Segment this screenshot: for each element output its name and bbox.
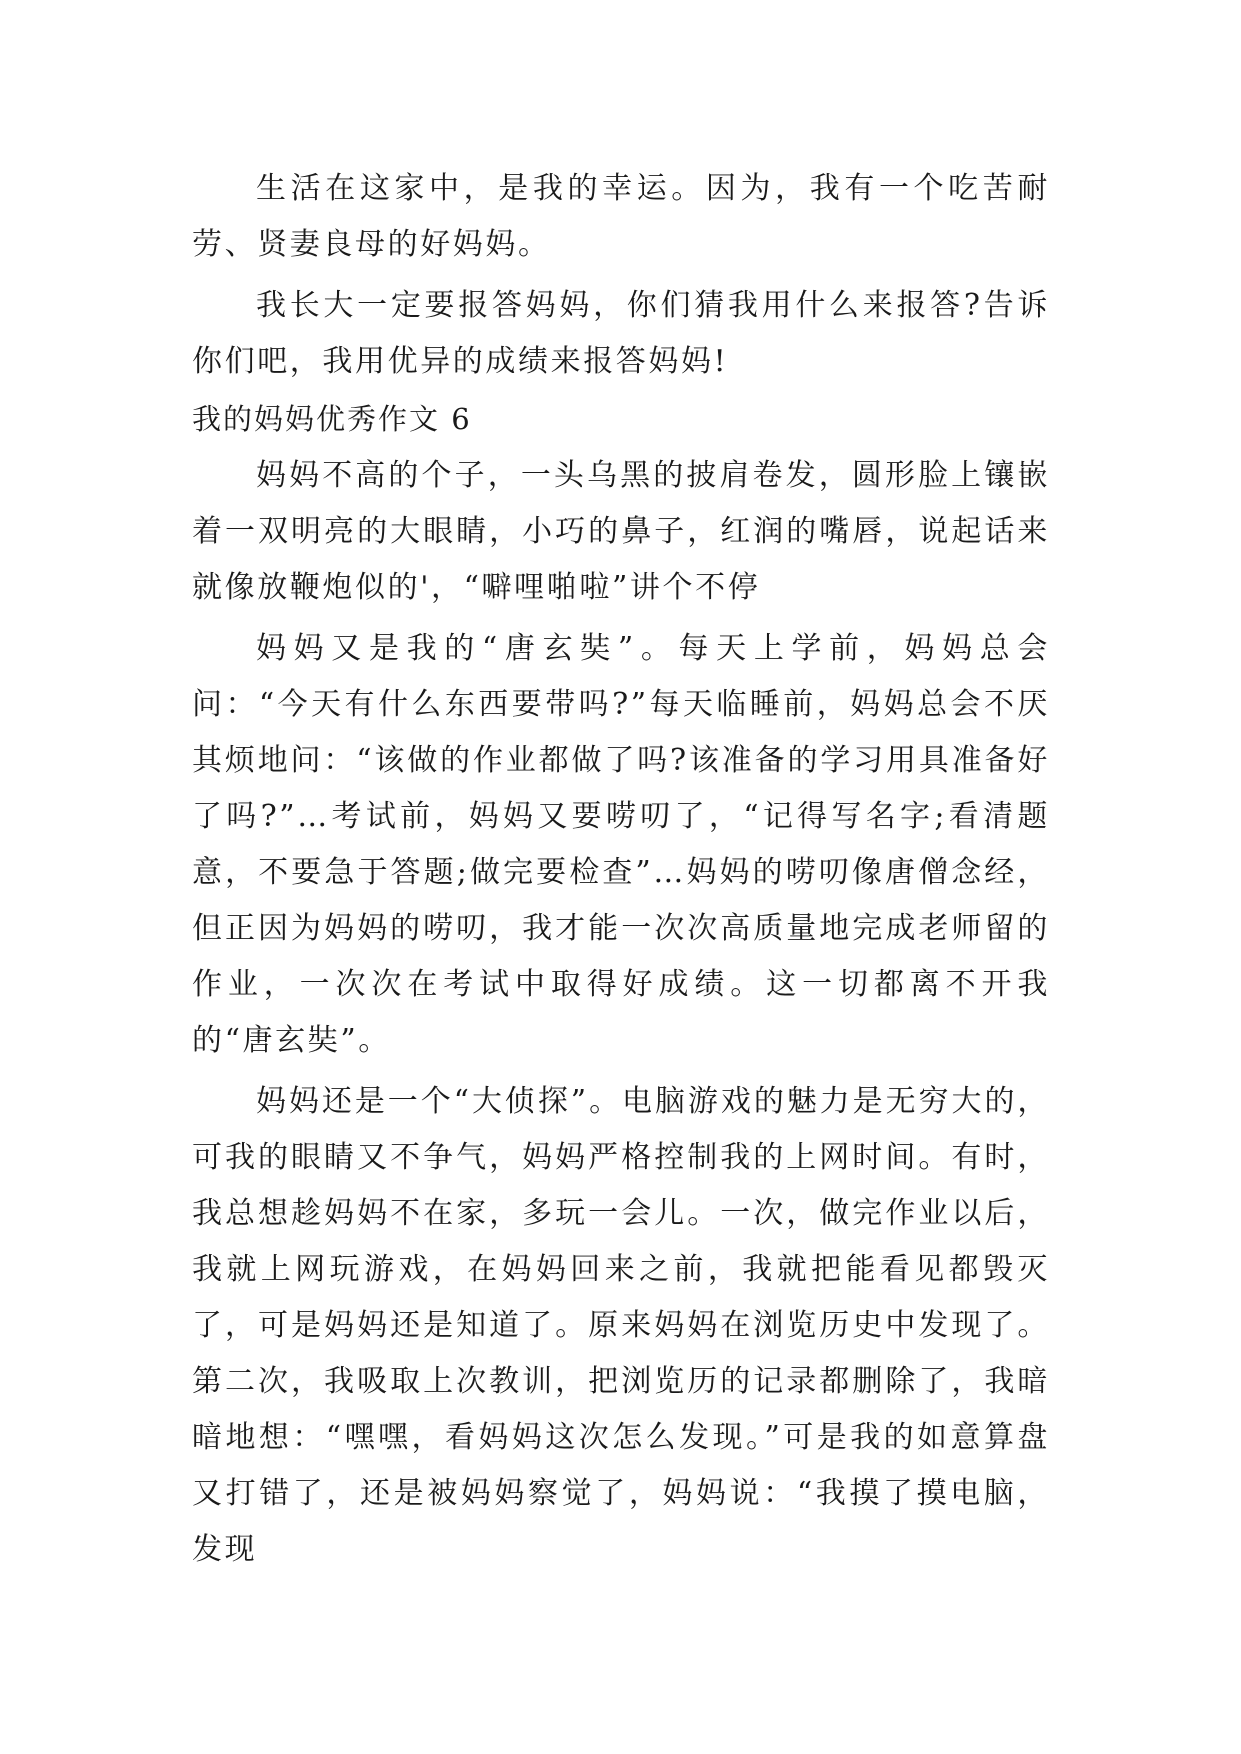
essay-heading: 我的妈妈优秀作文 6: [192, 402, 472, 436]
paragraph-lucky-family: 生活在这家中，是我的幸运。因为，我有一个吃苦耐劳、贤妻良母的好妈妈。: [192, 171, 1050, 262]
paragraph-detective: 妈妈还是一个“大侦探”。电脑游戏的魅力是无穷大的，可我的眼睛又不争气，妈妈严格控制我的上网时间。有时，我总想趁妈妈不在家，多玩一会儿。一次，做完作业以后，我就上网玩游戏，在妈妈回来之前，我就把能看见都毁灭了，可是妈妈还是知道了。原来妈妈在浏览历史中发现了。第二次，我吸取上次教训，把浏览历的记录都删除了，我暗暗地想：“嘿嘿，看妈妈这次怎么发现。”可是我的如意算盘又打错了，还是被妈妈察觉了，妈妈说：“我摸了摸电脑，发现: [192, 1084, 1050, 1567]
paragraph-tang-xuanzang: 妈妈又是我的“唐玄奘”。每天上学前，妈妈总会问：“今天有什么东西要带吗?”每天临睡前，妈妈总会不厌其烦地问：“该做的作业都做了吗?该准备的学习用具准备好了吗?”…考试前，妈妈又要唠叨了，“记得写名字;看清题意，不要急于答题;做完要检查”…妈妈的唠叨像唐僧念经，但正因为妈妈的唠叨，我才能一次次高质量地完成老师留的作业，一次次在考试中取得好成绩。这一切都离不开我的“唐玄奘”。: [192, 631, 1050, 1058]
document-body: [192, 161, 1050, 1578]
paragraph-mother-appearance: 妈妈不高的个子，一头乌黑的披肩卷发，圆形脸上镶嵌着一双明亮的大眼睛，小巧的鼻子，红润的嘴唇，说起话来就像放鞭炮似的'，“噼哩啪啦”讲个不停: [192, 458, 1050, 605]
paragraph-repay-mother: 我长大一定要报答妈妈，你们猜我用什么来报答?告诉你们吧，我用优异的成绩来报答妈妈!: [192, 288, 1050, 379]
